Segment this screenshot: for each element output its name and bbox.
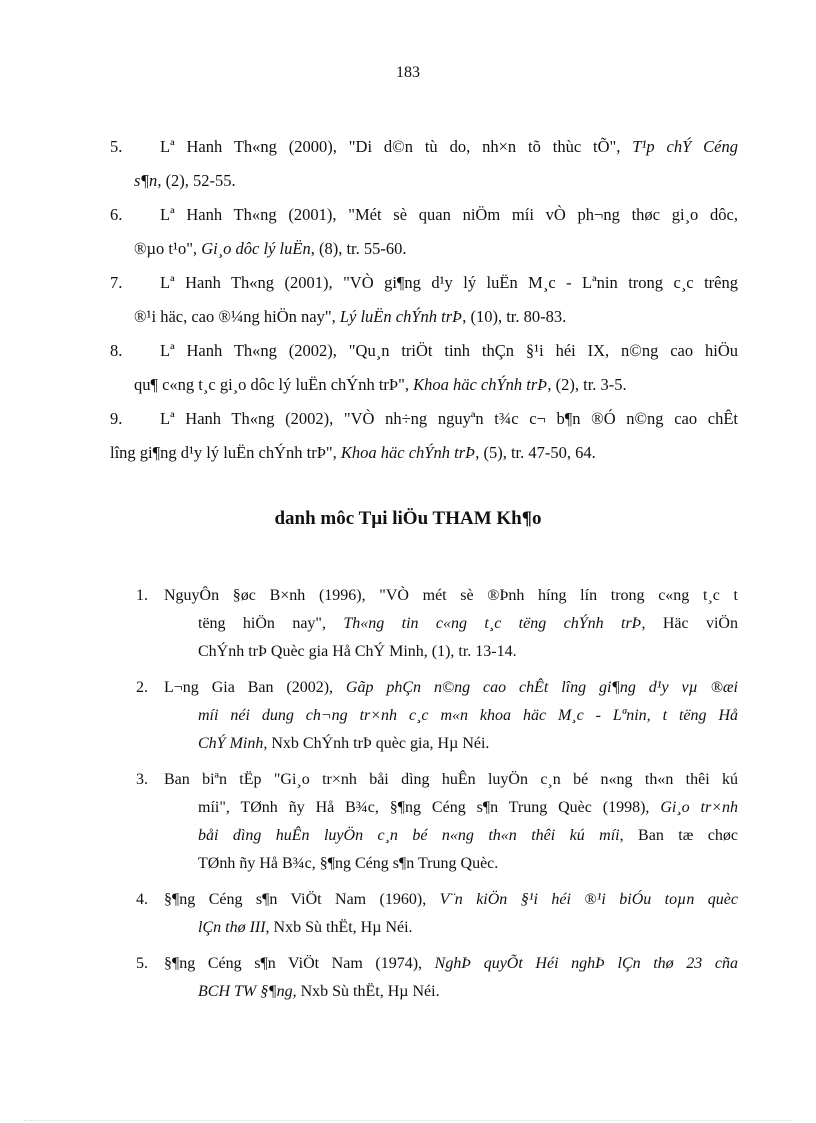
reference-italic-text: Gi¸o tr×nh bbox=[660, 799, 739, 816]
reference-italic-text: Th«ng tin c«ng t¸c tëng chÝnh trÞ bbox=[343, 615, 642, 632]
reference-text: , Häc viÖn bbox=[641, 615, 738, 632]
reference-italic-text: NghÞ quyÕt Héi nghÞ lÇn thø 23 cña bbox=[434, 955, 738, 972]
page-number: 183 bbox=[396, 64, 420, 81]
reference-text: , Ban tæ chøc bbox=[619, 827, 739, 844]
reference-italic-text: ChÝ Minh, bbox=[198, 735, 268, 752]
reference-text: , Nxb Sù thËt, Hµ Néi. bbox=[292, 983, 440, 1000]
page-bottom-border bbox=[24, 1120, 792, 1121]
list-item: 7. Lª Hanh Th«ng (2001), "VÒ gi¶ng d¹y lý luËn M¸c - Lªnin trong c¸c trêng ®¹i häc, cao ®¼ng hiÖn nay", Lý luËn chÝnh trÞ, (10), tr. 80-83. bbox=[110, 266, 738, 334]
reference-item bbox=[136, 950, 738, 1006]
reference-text: NguyÔn §øc B×nh (1996), "VÒ mét sè ®Þnh híng lín trong c«ng t¸c t bbox=[164, 587, 738, 604]
reference-number: 2. bbox=[136, 679, 148, 696]
list-item: 8. Lª Hanh Th«ng (2002), "Qu¸n triÖt tinh thÇn §¹i héi IX, n©ng cao hiÖu qu¶ c«ng t¸c gi¸o dôc lý luËn chÝnh trÞ", Khoa häc chÝnh trÞ, (2), tr. 3-5. bbox=[110, 334, 738, 402]
reference-text: , Nxb Sù thËt, Hµ Néi. bbox=[265, 919, 413, 936]
reference-text: §¶ng Céng s¶n ViÖt Nam (1974), bbox=[164, 955, 435, 972]
reference-item bbox=[136, 582, 738, 666]
reference-text: tëng hiÖn nay", bbox=[198, 615, 344, 632]
item-number: 9. bbox=[110, 409, 123, 428]
list-item: 9. Lª Hanh Th«ng (2002), "VÒ nh÷ng nguyªn t¾c c¬ b¶n ®Ó n©ng cao chÊt lîng gi¶ng d¹y lý luËn chÝnh trÞ", Khoa häc chÝnh trÞ, (5), tr. 47-50, 64. bbox=[110, 402, 738, 470]
reference-number: 5. bbox=[136, 955, 148, 972]
reference-italic-text: lÇn thø III bbox=[198, 919, 266, 936]
reference-number: 1. bbox=[136, 587, 148, 604]
list-item: 5. Lª Hanh Th«ng (2000), "Di d©n tù do, nh×n tõ thùc tÕ", T¹p chÝ Céng s¶n, (2), 52-55. bbox=[110, 130, 738, 198]
reference-text: ChÝnh trÞ Quèc gia Hå ChÝ Minh, (1), tr. 13-14. bbox=[198, 643, 517, 660]
reference-item bbox=[136, 766, 738, 878]
item-number: 6. bbox=[110, 205, 123, 224]
reference-number: 3. bbox=[136, 771, 148, 788]
reference-text: TØnh ñy Hå B¾c, §¶ng Céng s¶n Trung Quèc. bbox=[198, 855, 499, 872]
reference-list bbox=[136, 582, 738, 1014]
item-number: 5. bbox=[110, 137, 123, 156]
reference-number: 4. bbox=[136, 891, 148, 908]
list-item: 6. Lª Hanh Th«ng (2001), "Mét sè quan niÖm míi vÒ ph¬ng thøc gi¸o dôc, ®µo t¹o", Gi¸o dôc lý luËn, (8), tr. 55-60. bbox=[110, 198, 738, 266]
section-heading: danh môc Tµi liÖu THAM Kh¶o bbox=[274, 508, 542, 529]
item-number: 7. bbox=[110, 273, 123, 292]
reference-italic-text: Gãp phÇn n©ng cao chÊt lîng gi¶ng d¹y vµ ®æi bbox=[345, 679, 739, 696]
reference-item bbox=[136, 674, 738, 758]
item-number: 8. bbox=[110, 341, 123, 360]
reference-italic-text: V¨n kiÖn §¹i héi ®¹i biÓu toµn quèc bbox=[439, 891, 738, 908]
reference-text: §¶ng Céng s¶n ViÖt Nam (1960), bbox=[164, 891, 440, 908]
reference-italic-text: båi dìng huÊn luyÖn c¸n bé n«ng th«n thêi kú míi bbox=[198, 827, 620, 844]
reference-italic-text: míi néi dung ch¬ng tr×nh c¸c m«n khoa häc M¸c - Lªnin, t tëng Hå bbox=[198, 707, 738, 724]
reference-text: Nxb ChÝnh trÞ quèc gia, Hµ Néi. bbox=[267, 735, 490, 752]
reference-italic-text: BCH TW §¶ng bbox=[198, 983, 293, 1000]
reference-text: Ban biªn tËp "Gi¸o tr×nh båi dìng huÊn luyÖn c¸n bé n«ng th«n thêi kú bbox=[164, 771, 738, 788]
reference-item bbox=[136, 886, 738, 942]
publication-list bbox=[110, 130, 738, 470]
reference-text: L¬ng Gia Ban (2002), bbox=[164, 679, 346, 696]
reference-text: míi", TØnh ñy Hå B¾c, §¶ng Céng s¶n Trung Quèc (1998), bbox=[198, 799, 661, 816]
